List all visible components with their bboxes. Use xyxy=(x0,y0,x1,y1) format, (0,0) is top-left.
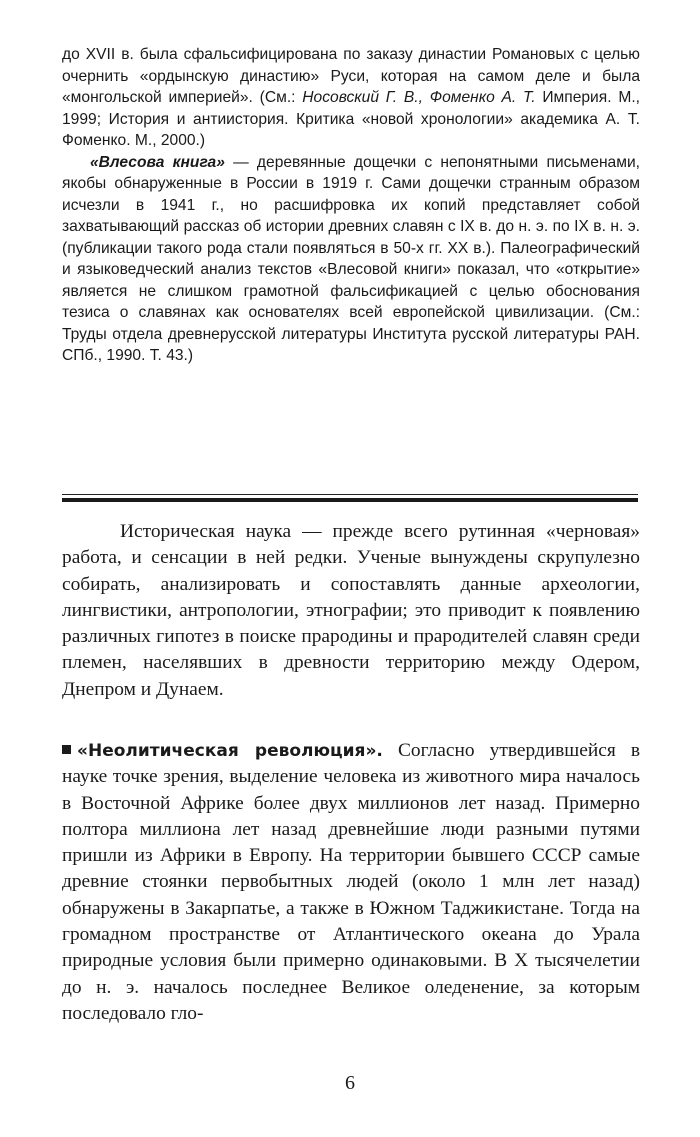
glossary-entry-continuation xyxy=(62,44,640,152)
main-paragraph-2 xyxy=(62,738,640,1027)
glossary-term: «Влесова книга» xyxy=(90,153,225,171)
entry-text-before: до XVII в. была сфальсифицирована по заказу династии Романовых с целью очернить «ордынскую династию» Руси, которая на самом деле и была «монгольской империей». (См.: xyxy=(62,46,640,106)
page-number: 6 xyxy=(345,1072,355,1094)
entry-text-after: Империя. М., 1999; История и антиистория. Критика «новой хронологии» академика А. Т. Фоменко. М., 2000.) xyxy=(62,89,640,149)
glossary-entry-veles xyxy=(62,152,640,367)
paragraph-text: Историческая наука — прежде всего рутинная «черновая» работа, и сенсации в ней редки. Ученые вынуждены скрупулезно собирать, анализировать и сопоставлять данные археологии, лингвистики, антропологии, этнографии; это приводит к появлению различных гипотез в поиске прародины и прародителей славян среди племен, населявших в древности территорию между Одером, Днепром и Дунаем. xyxy=(62,521,640,700)
section-divider-thick xyxy=(62,498,638,502)
paragraph-with-heading xyxy=(62,738,640,1027)
square-bullet-icon xyxy=(62,745,71,754)
main-paragraph-1 xyxy=(62,519,640,703)
entry-italic-authors: Носовский Г. В., Фоменко А. Т. xyxy=(302,89,536,106)
glossary-definition: — деревянные дощечки с непонятными письменами, якобы обнаруженные в России в 1919 г. Сами дощечки странным образом исчезли в 1941 г., но расшифровка их копий представляет собой захватывающий рассказ об истории древних славян с IX в. до н. э. по IX в. н. э. (публикации такого рода стали появляться в 50-х гг. XX в.). Палеографический и языковедческий анализ текстов «Влесовой книги» показал, что «открытие» является не слишком грамотной фальсификацией с целью обоснования тезиса о славянах как основателях всей европейской цивилизации. (См.: Труды отдела древнерусской литературы Института русской литературы РАН. СПб., 1990. Т. 43.) xyxy=(62,153,640,364)
section-heading: «Неолитическая революция». xyxy=(77,741,383,761)
paragraph-text: Согласно утвердившейся в науке точке зрения, выделение человека из животного мира началось в Восточной Африке более двух миллионов лет назад. Примерно полтора миллиона лет назад древнейшие люди разными путями пришли из Африки в Европу. На территории бывшего СССР самые древние стоянки первобытных людей (около 1 млн лет назад) обнаружены в Закарпатье, а также в Южном Таджикистане. Тогда на громадном пространстве от Атлантического океана до Урала природные условия были примерно одинаковыми. В X тысячелетии до н. э. началось последнее Великое оледенение, за которым последовало гло- xyxy=(62,740,640,1024)
glossary-section xyxy=(62,44,640,367)
section-divider-thin xyxy=(62,494,638,495)
